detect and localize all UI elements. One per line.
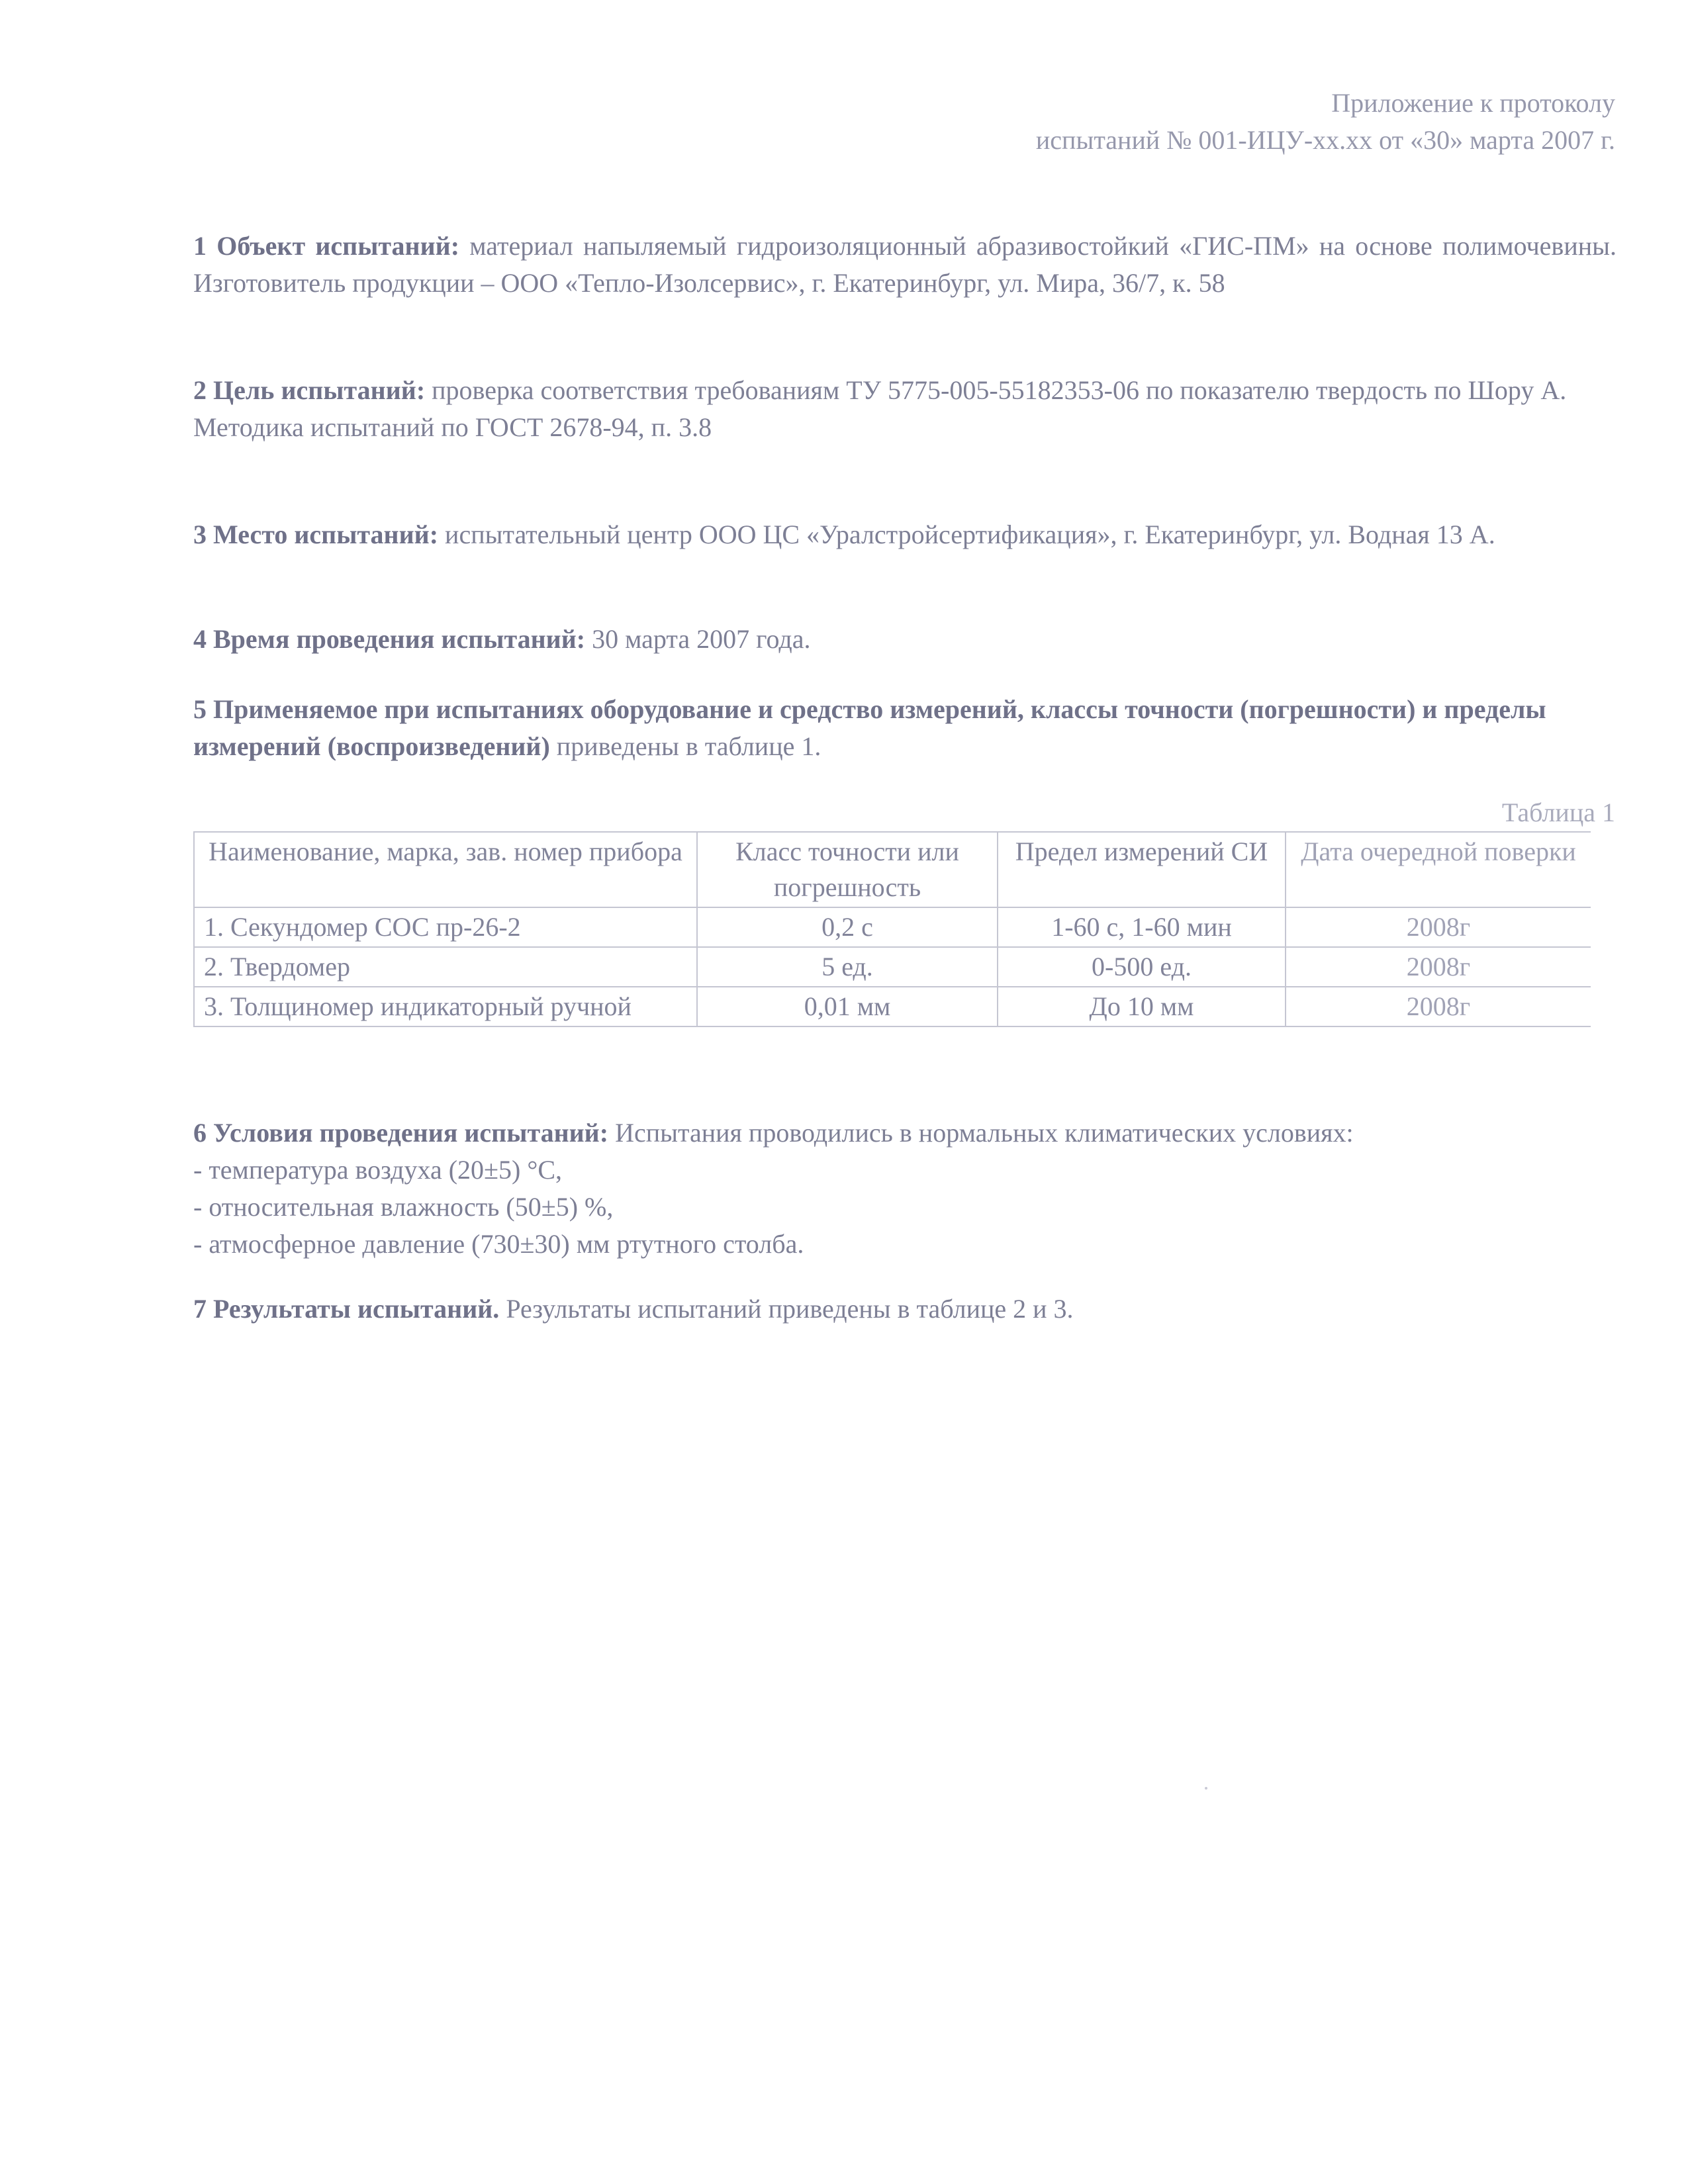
section-text: материал напыляемый гидроизоляционный абразивостойкий «ГИС-ПМ» на основе полимочевины. Изготовитель продукции – ООО «Тепло-Изолсервис», г. Екатеринбург, ул. Мира, 36/7, к. 58 bbox=[193, 231, 1617, 298]
table-cell: 5 ед. bbox=[697, 947, 998, 987]
appendix-header-line-1: Приложение к протоколу bbox=[1331, 88, 1615, 118]
table-cell: 1-60 с, 1-60 мин bbox=[998, 907, 1286, 947]
table-header-cell: Предел измерений СИ bbox=[998, 832, 1286, 907]
table-row bbox=[194, 987, 1591, 1026]
section-test-purpose bbox=[193, 372, 1617, 446]
section-test-location bbox=[193, 516, 1617, 553]
condition-line: - температура воздуха (20±5) °С, bbox=[193, 1155, 562, 1185]
section-title: 4 Время проведения испытаний: bbox=[193, 624, 586, 654]
section-text: 30 марта 2007 года. bbox=[585, 624, 811, 654]
table-cell: До 10 мм bbox=[998, 987, 1286, 1026]
appendix-header bbox=[688, 85, 1615, 159]
section-title: 5 Применяемое при испытаниях оборудование и средство измерений, классы точности (погрешности) и пределы измерений (воспроизведений) bbox=[193, 694, 1546, 761]
table-cell: 2. Твердомер bbox=[194, 947, 697, 987]
table-header-cell: Наименование, марка, зав. номер прибора bbox=[194, 832, 697, 907]
section-text: Результаты испытаний приведены в таблице 2 и 3. bbox=[499, 1294, 1074, 1324]
table-cell: 2008г bbox=[1286, 907, 1591, 947]
table-cell: 0,2 с bbox=[697, 907, 998, 947]
section-title: 2 Цель испытаний: bbox=[193, 375, 426, 405]
table-header-row bbox=[194, 832, 1591, 907]
section-text: приведены в таблице 1. bbox=[549, 731, 821, 761]
section-equipment bbox=[193, 691, 1617, 765]
table-header-cell: Дата очередной поверки bbox=[1286, 832, 1591, 907]
condition-line: - относительная влажность (50±5) %, bbox=[193, 1192, 614, 1222]
table-row bbox=[194, 947, 1591, 987]
test-method-line: Методика испытаний по ГОСТ 2678-94, п. 3.8 bbox=[193, 412, 712, 442]
appendix-header-line-2: испытаний № 001-ИЦУ-хх.хх от «30» марта 2007 г. bbox=[1035, 125, 1615, 155]
section-test-results bbox=[193, 1291, 1617, 1328]
equipment-table bbox=[193, 831, 1591, 1027]
section-title: 7 Результаты испытаний. bbox=[193, 1294, 500, 1324]
section-title: 3 Место испытаний: bbox=[193, 520, 439, 549]
table-cell: 0,01 мм bbox=[697, 987, 998, 1026]
section-title: 6 Условия проведения испытаний: bbox=[193, 1118, 609, 1148]
table-caption: Таблица 1 bbox=[1501, 797, 1615, 827]
table-row bbox=[194, 907, 1591, 947]
table-header-cell: Класс точности или погрешность bbox=[697, 832, 998, 907]
scan-speck bbox=[1205, 1787, 1207, 1790]
section-test-conditions bbox=[193, 1115, 1617, 1263]
table-cell: 3. Толщиномер индикаторный ручной bbox=[194, 987, 697, 1026]
table-cell: 2008г bbox=[1286, 987, 1591, 1026]
table-cell: 2008г bbox=[1286, 947, 1591, 987]
section-text: Испытания проводились в нормальных климатических условиях: bbox=[608, 1118, 1354, 1148]
condition-line: - атмосферное давление (730±30) мм ртутного столба. bbox=[193, 1229, 804, 1259]
table-cell: 1. Секундомер СОС пр-26-2 bbox=[194, 907, 697, 947]
section-text: проверка соответствия требованиям ТУ 5775-005-55182353-06 по показателю твердость по Шору А. bbox=[425, 375, 1567, 405]
table-cell: 0-500 ед. bbox=[998, 947, 1286, 987]
section-title: 1 Объект испытаний: bbox=[193, 231, 460, 261]
section-text: испытательный центр ООО ЦС «Уралстройсертификация», г. Екатеринбург, ул. Водная 13 А. bbox=[438, 520, 1495, 549]
section-test-object bbox=[193, 228, 1617, 302]
section-test-time bbox=[193, 621, 1617, 658]
